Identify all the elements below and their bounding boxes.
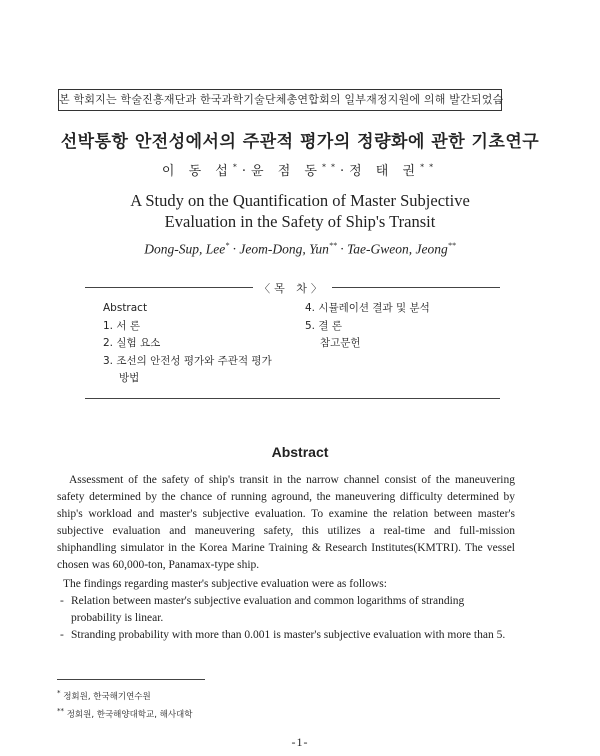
toc-right-column: [305, 300, 430, 353]
footnote-2: ** 정회원, 한국해양대학교, 해사대학: [57, 706, 193, 720]
korean-authors: [0, 160, 600, 179]
author-en-3-mark: **: [447, 241, 456, 250]
author-en-2: Jeom-Dong, Yun: [239, 241, 329, 257]
author-kr-3-mark: **: [420, 162, 439, 172]
author-kr-separator: ·: [339, 164, 350, 179]
toc-item-introduction: 1. 서 론: [103, 319, 140, 332]
author-kr-1-mark: *: [232, 162, 242, 172]
funding-notice-box: 본 학회지는 학술진흥재단과 한국과학기술단체총연합회의 일부재정지원에 의해 발간되었슴: [58, 89, 502, 111]
author-kr-1: 이 동 섭: [161, 164, 233, 179]
bullet-dash: -: [60, 595, 64, 607]
author-kr-separator: ·: [241, 164, 252, 179]
finding-text: Stranding probability with more than 0.001 is master's subjective evaluation with more than 5.: [71, 629, 506, 641]
english-title: [0, 190, 600, 232]
author-en-1: Dong-Sup, Lee: [144, 241, 226, 257]
toc-item-abstract: Abstract: [103, 302, 148, 314]
korean-title: 선박통항 안전성에서의 주관적 평가의 정량화에 관한 기초연구: [60, 132, 540, 152]
toc-item-evaluation-cont: 방법: [119, 372, 140, 384]
toc-item-results: 4. 시뮬레이션 결과 및 분석: [305, 302, 430, 314]
author-kr-2-mark: **: [321, 162, 340, 172]
abstract-heading: Abstract: [271, 444, 329, 460]
abstract-paragraph: Assessment of the safety of ship's transit in the narrow channel consist of the maneuvering safety determined by the chance of running aground, the maneuvering difficulty determined by ship's workload and master's subjective evaluation. To examine the relation between master's subjective evaluation and maneuvering safety, this utilizes a real-time and full-mission shiphandling simulator in the Korea Marine Training & Research Institutes(KMTRI). The vessel chosen was 60,000-ton, Panamax-type ship.: [57, 474, 515, 571]
author-en-separator: ·: [229, 241, 240, 257]
list-item: [57, 627, 515, 644]
english-title-line-2: Evaluation in the Safety of Ship's Transit: [164, 212, 436, 231]
footnote-divider: [57, 679, 205, 680]
author-en-separator: ·: [336, 241, 347, 257]
toc-heading: 〈목 차〉: [85, 280, 500, 296]
toc-item-conclusion: 5. 결 론: [305, 319, 342, 332]
findings-intro: The findings regarding master's subjective evaluation were as follows:: [63, 578, 387, 590]
abstract-body: [57, 472, 515, 644]
footnote-1: * 정회원, 한국해기연수원: [57, 689, 151, 702]
toc-item-evaluation: 3. 조선의 안전성 평가와 주관적 평가: [103, 354, 272, 367]
author-en-3: Tae-Gweon, Jeong: [347, 241, 448, 257]
author-en-2-mark: **: [328, 241, 337, 250]
author-kr-3: 정 태 권: [349, 164, 421, 179]
finding-text: Relation between master's subjective evaluation and common logarithms of stranding probability is linear.: [71, 595, 465, 624]
footnotes: [57, 686, 192, 722]
author-kr-2: 윤 점 동: [251, 164, 322, 179]
bullet-dash: -: [60, 629, 64, 641]
english-authors: [0, 241, 600, 258]
toc-item-references: 참고문헌: [320, 337, 361, 349]
table-of-contents: [85, 282, 500, 399]
toc-left-column: [103, 300, 272, 388]
list-item: [57, 593, 515, 627]
toc-item-experiment: 2. 실험 요소: [103, 337, 161, 349]
findings-list: [57, 593, 515, 644]
page-number: -1-: [291, 735, 309, 749]
author-en-1-mark: *: [225, 241, 230, 250]
english-title-line-1: A Study on the Quantification of Master Subjective: [130, 191, 470, 210]
